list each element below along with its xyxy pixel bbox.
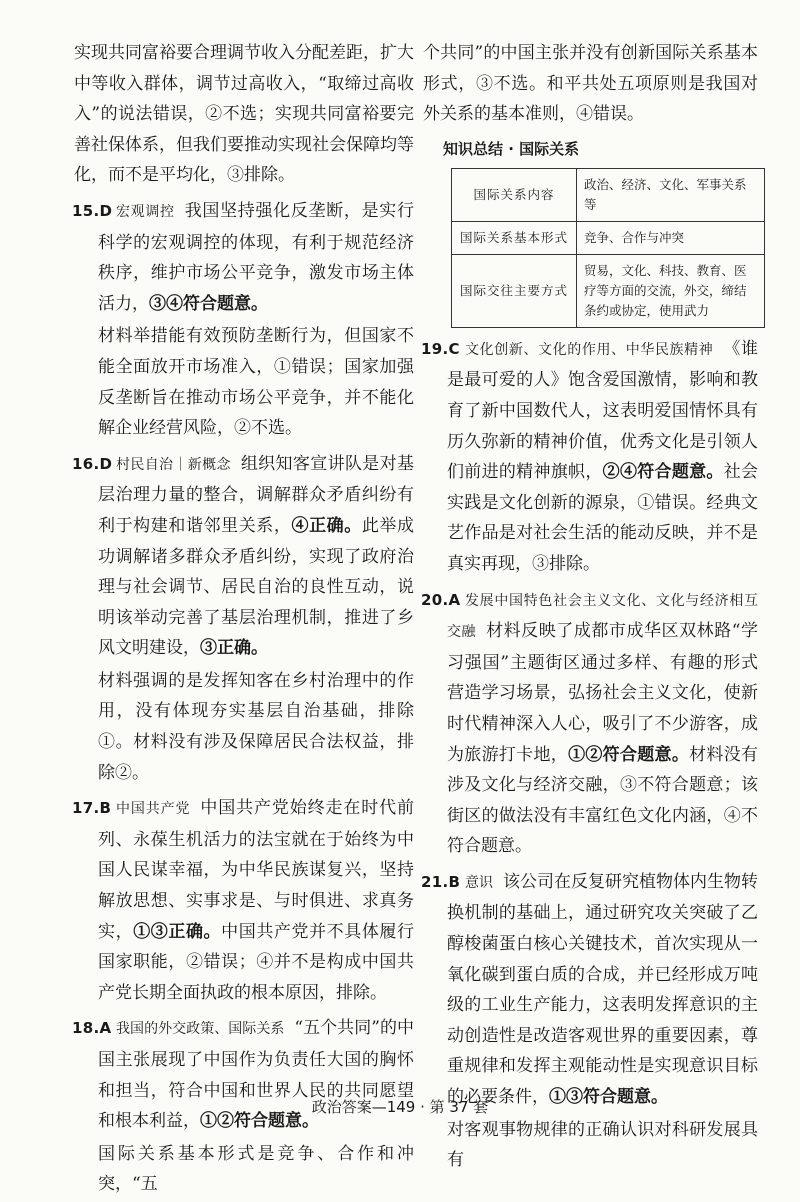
answer-number: 18.A [72,1019,112,1038]
topic-tag: 宏观调控 [116,203,175,220]
page-footer: 政治答案—149 · 第 37 套 [311,1098,489,1116]
answer-text: 《谁是最可爱的人》饱含爱国激情，影响和教育了新中国数代人，这表明爱国情怀具有历久弥新的精神价值，优秀文化是引领人们前进的精神旗帜， [447,338,759,483]
table-header-cell: 国际交往主要方式 [452,254,577,327]
table-header-cell: 国际关系内容 [452,168,577,221]
answer-text: “五个共同”的中国主张展现了中国作为负责任大国的胸怀和担当，符合中国和世界人民的共同愿望和根本利益， [98,1018,414,1132]
table-row [452,221,765,254]
answer-conclusion: ①②符合题意。 [568,744,690,765]
answer-analysis: 对客观事物规律的正确认识对科研发展具有 [447,1119,758,1171]
answer-text: 材料反映了成都市成华区双林路“学习强国”主题街区通过多样、有趣的形式营造学习场景，弘扬社会主义文化，使新时代精神深入人心，吸引了不少游客，成为旅游打卡地， [447,621,758,765]
answer-number: 17.B [72,799,112,818]
topic-tag: 文化创新、文化的作用、中华民族精神 [465,341,714,358]
answer-text: 社会实践是文化创新的源泉，①错误。经典文艺作品是对社会生活的能动反映，并不是真实再现，③排除。 [447,462,759,574]
answer-conclusion: ③④符合题意。 [149,293,268,314]
summary-title: 知识总结 · 国际关系 [443,139,580,158]
answer-17 [74,793,414,1008]
answer-text: 组织知客宣讲队是对基层治理力量的整合，调解群众矛盾纠纷有利于构建和谐邻里关系， [98,453,415,536]
table-header-cell: 国际关系基本形式 [452,221,577,254]
table-cell: 政治、经济、文化、军事关系等 [577,168,765,221]
table-cell: 贸易，文化、科技、教育、医疗等方面的交流，外交，缔结条约或协定，使用武力 [577,254,765,327]
answer-20 [423,585,758,862]
topic-tag: 中国共产党 [116,801,191,818]
answer-conclusion: ③正确。 [200,638,268,659]
topic-tag: 我国的外交政策、国际关系 [116,1021,285,1038]
answer-number: 20.A [421,590,461,609]
table-cell: 竞争、合作与冲突 [577,221,765,254]
topic-tag: 发展中国特色社会主义文化、文化与经济相互交融 [447,592,758,641]
answer-number: 21.B [421,872,461,891]
answer-21 [423,867,758,1176]
answer-text: 该公司在反复研究植物体内生物转换机制的基础上，通过研究攻关突破了乙醇梭菌蛋白核心关键技术，首次实现从一氧化碳到蛋白质的合成，并已经形成万吨级的工业生产能力，这表明发挥意识的主动创造性是改造客观世界的重要因素，尊重规律和发挥主观能动性是实现意识目标的必要条件， [447,871,758,1108]
answer-text: 中国共产党始终走在时代前列、永葆生机活力的法宝就在于始终为中国人民谋幸福，为中华民族谋复兴，坚持解放思想、实事求是、与时俱进、求真务实， [98,798,414,942]
continued-paragraph: 个共同”的中国主张并没有创新国际关系基本形式，③不选。和平共处五项原则是我国对外关系的基本准则，④错误。 [423,43,758,125]
answer-text: 我国坚持强化反垄断，是实行科学的宏观调控的体现，有利于规范经济秩序，维护市场公平竞争，激发市场主体活力， [98,200,414,314]
right-column [423,38,758,1178]
answer-conclusion: ②④符合题意。 [602,462,724,483]
answer-conclusion: ①③符合题意。 [549,1087,668,1108]
answer-conclusion: ①③正确。 [133,921,222,942]
answer-text: 材料没有涉及文化与经济交融，③不符合题意；该街区的做法没有丰富红色文化内涵，④不符合题意。 [447,744,759,857]
topic-tag: 意识 [465,874,493,891]
answer-text: 此举成功调解诸多群众矛盾纠纷，实现了政府治理与社会调节、居民自治的良性互动，说明该举动完善了基层治理机制，推进了乡风文明建设， [98,515,415,659]
answer-analysis: 材料举措能有效预防垄断行为，但国家不能全面放开市场准入，①错误；国家加强反垄断旨在推动市场公平竞争，并不能化解企业经营风险，②不选。 [98,326,414,439]
answer-conclusion: ④正确。 [291,515,362,536]
answer-16 [74,449,414,789]
topic-tag: 村民自治｜新概念 [116,456,231,473]
answer-19 [423,334,758,580]
answer-number: 19.C [421,339,460,358]
intro-paragraph: 实现共同富裕要合理调节收入分配差距，扩大中等收入群体，调节过高收入，“取缔过高收入”的说法错误，②不选；实现共同富裕要完善社保体系，但我们要推动实现社会保障均等化，而不是平均化，③排除。 [74,43,414,186]
table-row [452,254,765,327]
answer-analysis: 国际关系基本形式是竞争、合作和冲突，“五 [98,1143,414,1195]
summary-table [451,168,765,328]
answer-analysis: 材料强调的是发挥知客在乡村治理中的作用，没有体现夯实基层自治基础，排除①。材料没有涉及保障居民合法权益，排除②。 [98,670,414,783]
left-column [74,38,414,1202]
table-row [452,168,765,221]
answer-15 [74,196,414,444]
answer-number: 15.D [72,201,113,220]
answer-text: 中国共产党并不具体履行国家职能，②错误；④并不是构成中国共产党长期全面执政的根本原因，排除。 [98,921,415,1003]
answer-conclusion: ①②符合题意。 [200,1111,319,1132]
answer-number: 16.D [72,454,113,473]
